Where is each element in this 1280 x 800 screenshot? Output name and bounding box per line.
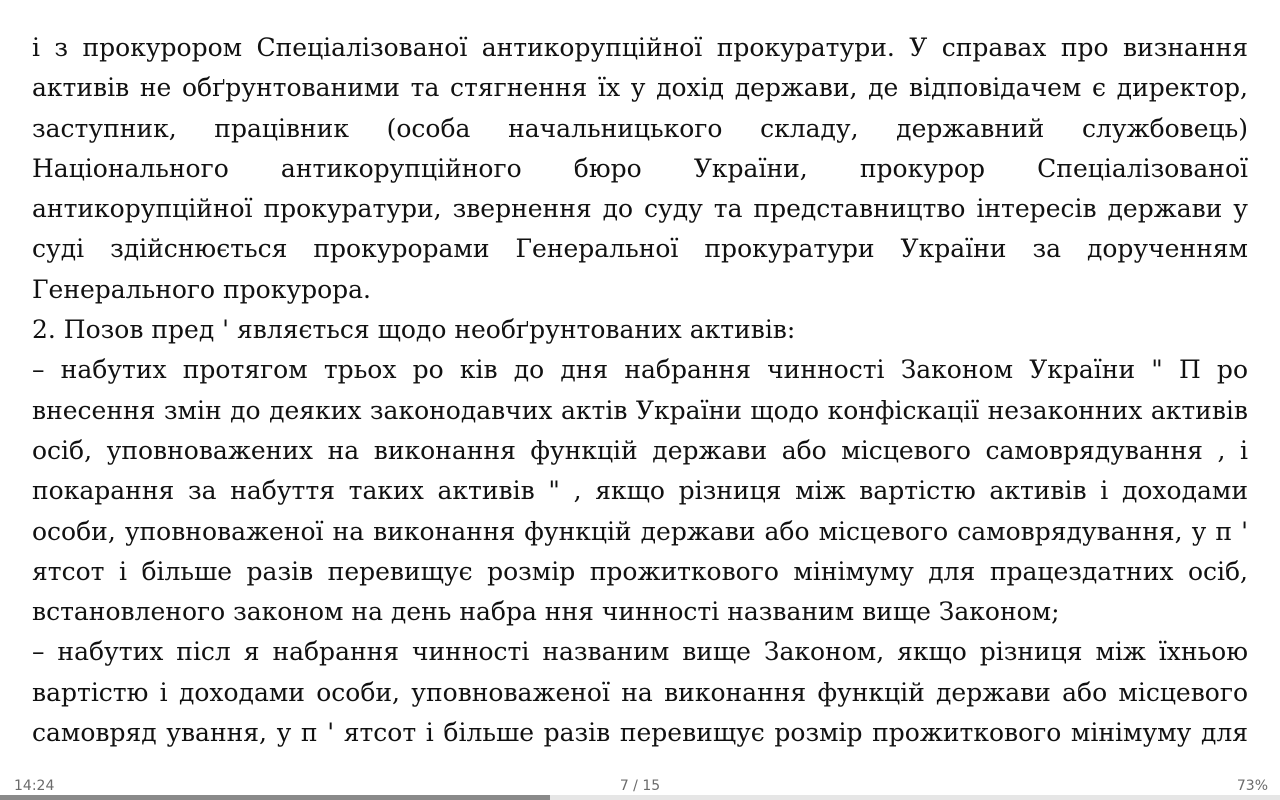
page-indicator: 7 / 15 <box>619 778 661 794</box>
reading-progress-bar[interactable] <box>0 795 1280 800</box>
paragraph: і з прокурором Спеціалізованої антикорупційної прокуратури. У справах про визнання активів не обґрунтованими та стягнення їх у дохід держави, де відповідачем є директор, заступник, працівник (особа начальницького складу, державний службовець) Національного антикорупційного бюро України, прокурор Спеціалізованої антикорупційної прокуратури, звернення до суду та представництво інтересів держави у суді здійснюється прокурорами Генеральної прокуратури України за дорученням Генерального прокурора. <box>32 33 1248 304</box>
reading-progress-fill <box>0 795 550 800</box>
page-text[interactable] <box>32 28 1248 753</box>
paragraph: – набутих протягом трьох ро ків до дня набрання чинності Законом України " П ро внесення змін до деяких законодавчих актів України щодо конфіскації незаконних активів осіб, уповноважених на виконання функцій держави або місцевого самоврядування , і покарання за набуття таких активів " , якщо різниця між вартістю активів і доходами особи, уповноваженої на виконання функцій держави або місцевого самоврядування, у п ' ятсот і більше разів перевищує розмір прожиткового мінімуму для працездатних осіб, встановленого законом на день набра ння чинності названим вище Законом; <box>32 355 1248 627</box>
paragraph: 2. Позов пред ' являється щодо необґрунтованих активів: <box>32 315 796 345</box>
paragraph: – набутих післ я набрання чинності названим вище Законом, якщо різниця між їхньою вартістю і доходами особи, уповноваженої на виконання функцій держави або місцевого самовряд ування, у п ' ятсот і більше разів перевищує розмір прожиткового мінімуму для <box>32 637 1248 748</box>
progress-percent: 73% <box>1236 778 1268 794</box>
status-time: 14:24 <box>14 778 55 794</box>
status-bar <box>0 772 1280 800</box>
